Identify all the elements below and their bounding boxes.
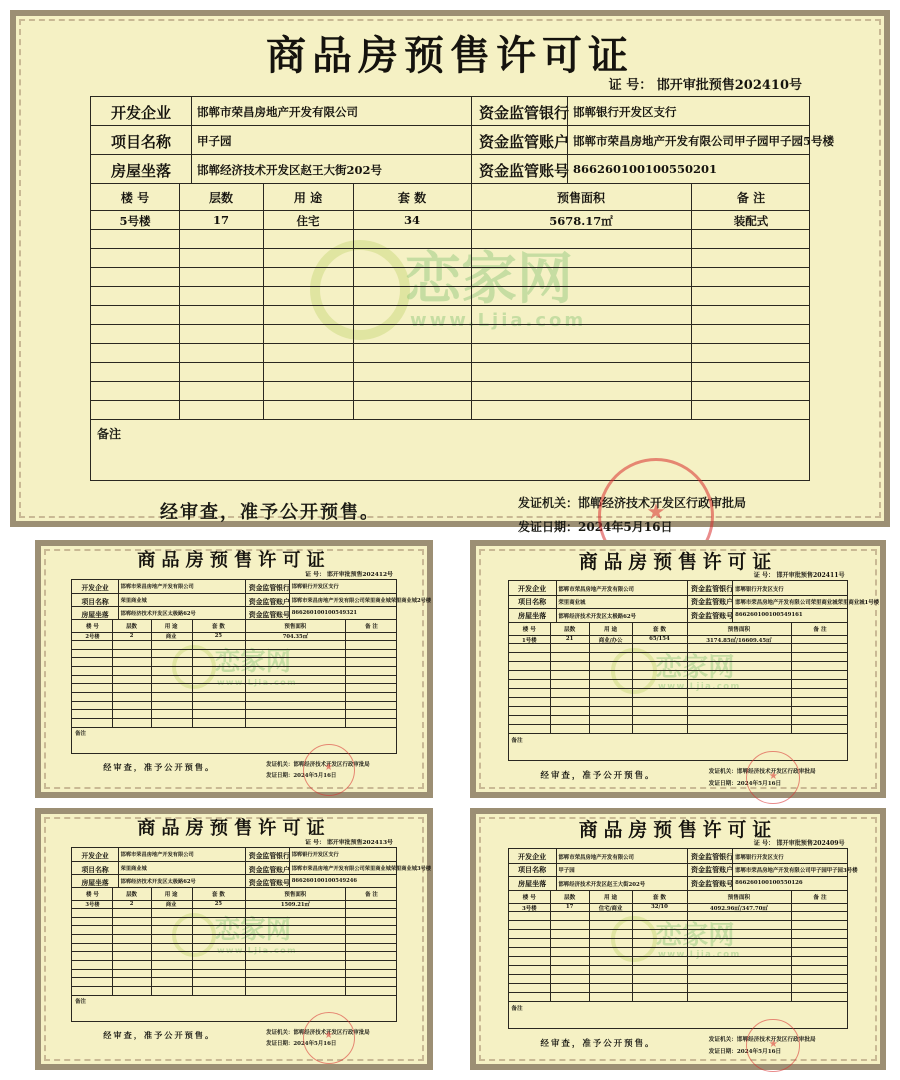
approval-statement: 经审查，准予公开预售。 bbox=[540, 1038, 656, 1049]
value-developer: 邯郸市荣昌房地产开发有限公司 bbox=[120, 584, 194, 591]
table-row-divider bbox=[91, 267, 809, 268]
remark-label: 备注 bbox=[511, 1005, 523, 1012]
table-header-divider bbox=[91, 210, 809, 211]
remark-label: 备注 bbox=[75, 999, 87, 1006]
table-cell-use: 商业 bbox=[165, 633, 177, 640]
table-row-divider bbox=[72, 657, 395, 658]
value-developer: 邯郸市荣昌房地产开发有限公司 bbox=[558, 854, 634, 861]
table-header-floors: 层数 bbox=[564, 894, 576, 901]
table-cell-floors: 17 bbox=[212, 213, 229, 227]
table-row-divider bbox=[72, 925, 395, 926]
table-row-divider bbox=[509, 724, 848, 725]
table-cell-use: 住宅 bbox=[296, 214, 320, 228]
certificate-1 bbox=[10, 10, 890, 534]
table-row-divider bbox=[91, 400, 809, 401]
label-bank: 资金监管银行 bbox=[690, 851, 734, 861]
watermark-url: www.Ljia.com bbox=[658, 949, 741, 959]
approval-statement: 经审查，准予公开预售。 bbox=[160, 502, 380, 523]
table-row-divider bbox=[72, 718, 395, 719]
table-row-divider bbox=[509, 670, 848, 671]
value-account_name: 邯郸市荣昌房地产开发有限公司荣里商业城荣里商业城1号楼 bbox=[735, 600, 880, 607]
info-divider-2 bbox=[687, 849, 688, 890]
value-account_name: 邯郸市荣昌房地产开发有限公司甲子园甲子园3号楼 bbox=[735, 868, 858, 875]
label-location: 房屋坐落 bbox=[81, 610, 109, 619]
table-header-floors: 层数 bbox=[126, 891, 137, 898]
value-developer: 邯郸市荣昌房地产开发有限公司 bbox=[558, 586, 634, 593]
table-column-divider bbox=[791, 890, 792, 1000]
table-row-divider bbox=[91, 381, 809, 382]
issue-date: 发证日期：2024年5月16日 bbox=[518, 520, 673, 534]
value-bank: 邯郸银行开发区支行 bbox=[291, 852, 339, 859]
official-seal-icon bbox=[746, 1019, 800, 1073]
label-account_name: 资金监管账户 bbox=[690, 597, 734, 607]
table-row-divider bbox=[72, 683, 395, 684]
issuing-authority: 发证机关：邯郸经济技术开发区行政审批局 bbox=[708, 769, 816, 776]
table-cell-units: 65/154 bbox=[649, 635, 670, 642]
issuing-authority: 发证机关：邯郸经济技术开发区行政审批局 bbox=[518, 496, 747, 510]
certificate-number: 证 号： 邯开审批预售202410号 bbox=[608, 78, 802, 93]
table-cell-building: 2号楼 bbox=[85, 633, 100, 640]
value-account_no: 866260100100550201 bbox=[573, 162, 718, 176]
table-cell-floors: 17 bbox=[565, 903, 574, 910]
table-header-area: 预售面积 bbox=[284, 891, 307, 898]
table-cell-building: 3号楼 bbox=[522, 905, 537, 912]
info-divider-1 bbox=[556, 581, 557, 622]
approval-statement: 经审查，准予公开预售。 bbox=[540, 770, 656, 781]
table-header-use: 用 途 bbox=[164, 891, 178, 898]
table-cell-building: 5号楼 bbox=[119, 214, 151, 228]
value-project: 荣里商业城 bbox=[558, 600, 586, 607]
value-location: 邯郸经济技术开发区赵王大街202号 bbox=[558, 881, 646, 888]
remark-label: 备注 bbox=[511, 737, 523, 744]
issuing-authority: 发证机关：邯郸经济技术开发区行政审批局 bbox=[266, 762, 370, 769]
certificate-title: 商品房预售许可证 bbox=[578, 550, 778, 573]
table-row-divider bbox=[72, 951, 395, 952]
watermark-logo: 恋家网 bbox=[214, 915, 292, 946]
table-cell-area: 1509.21㎡ bbox=[280, 901, 310, 908]
issue-date: 发证日期：2024年5月16日 bbox=[266, 773, 337, 780]
issuing-authority: 发证机关：邯郸经济技术开发区行政审批局 bbox=[266, 1030, 370, 1037]
label-project: 项目名称 bbox=[81, 865, 109, 874]
table-row-divider bbox=[509, 679, 848, 680]
table-cell-note: 装配式 bbox=[733, 214, 769, 228]
label-account_no: 资金监管账号 bbox=[248, 878, 290, 887]
table-cell-area: 4092.96㎡/347.70㎡ bbox=[710, 905, 768, 912]
table-row-divider bbox=[509, 697, 848, 698]
label-bank: 资金监管银行 bbox=[248, 852, 290, 861]
label-account_name: 资金监管账户 bbox=[690, 865, 734, 875]
table-header-use: 用 途 bbox=[164, 623, 178, 630]
table-header-area: 预售面积 bbox=[727, 626, 751, 633]
label-project: 项目名称 bbox=[111, 133, 172, 151]
label-location: 房屋坐落 bbox=[517, 611, 547, 621]
info-divider-1 bbox=[556, 849, 557, 890]
info-row-divider bbox=[91, 154, 809, 155]
value-location: 邯郸经济技术开发区赵王大街202号 bbox=[197, 163, 383, 177]
label-account_name: 资金监管账户 bbox=[248, 597, 290, 606]
table-header-building: 楼 号 bbox=[522, 626, 536, 633]
table-row-divider bbox=[509, 688, 848, 689]
certificate-title: 商品房预售许可证 bbox=[137, 818, 331, 840]
table-header-area: 预售面积 bbox=[556, 191, 605, 205]
table-header-units: 套 数 bbox=[397, 191, 427, 205]
permit-form bbox=[90, 96, 834, 481]
table-cell-units: 25 bbox=[214, 900, 223, 907]
info-divider-1 bbox=[118, 848, 119, 888]
info-row-divider bbox=[509, 595, 848, 596]
info-row-divider bbox=[72, 593, 395, 594]
label-developer: 开发企业 bbox=[517, 583, 547, 593]
table-cell-use: 住宅/商业 bbox=[598, 905, 623, 912]
table-row-divider bbox=[509, 992, 848, 993]
table-row-divider bbox=[509, 983, 848, 984]
official-seal-icon bbox=[303, 744, 355, 796]
table-row-divider bbox=[509, 920, 848, 921]
info-row-divider bbox=[509, 622, 848, 623]
table-cell-units: 34 bbox=[403, 213, 420, 227]
table-cell-building: 3号楼 bbox=[85, 901, 100, 908]
label-location: 房屋坐落 bbox=[111, 162, 172, 180]
table-row-divider bbox=[509, 974, 848, 975]
info-row-divider bbox=[509, 876, 848, 877]
table-row-divider bbox=[509, 956, 848, 957]
permit-form bbox=[71, 579, 432, 754]
info-row-divider bbox=[91, 183, 809, 184]
label-bank: 资金监管银行 bbox=[248, 584, 290, 593]
table-header-building: 楼 号 bbox=[86, 891, 99, 898]
info-row-divider bbox=[509, 890, 848, 891]
certificate-title: 商品房预售许可证 bbox=[266, 32, 634, 79]
official-seal-icon bbox=[746, 751, 800, 805]
table-row-divider bbox=[72, 917, 395, 918]
watermark-logo: 恋家网 bbox=[405, 247, 573, 312]
table-row-divider bbox=[509, 715, 848, 716]
issue-date: 发证日期：2024年5月16日 bbox=[708, 780, 782, 787]
table-header-units: 套 数 bbox=[652, 626, 667, 633]
certificate-3 bbox=[470, 540, 886, 798]
info-row-divider bbox=[509, 863, 848, 864]
table-row-divider bbox=[509, 947, 848, 948]
table-header-units: 套 数 bbox=[212, 623, 225, 630]
table-row-divider bbox=[72, 977, 395, 978]
value-location: 邯郸经济技术开发区太极路62号 bbox=[120, 610, 196, 617]
label-project: 项目名称 bbox=[517, 865, 547, 875]
remark-label: 备注 bbox=[97, 427, 122, 441]
table-cell-use: 商业 bbox=[165, 901, 177, 908]
table-row-divider bbox=[72, 675, 395, 676]
table-row-divider bbox=[91, 286, 809, 287]
value-developer: 邯郸市荣昌房地产开发有限公司 bbox=[120, 852, 194, 859]
info-row-divider bbox=[72, 861, 395, 862]
table-row-divider bbox=[91, 305, 809, 306]
label-developer: 开发企业 bbox=[81, 852, 109, 861]
table-cell-units: 25 bbox=[214, 632, 223, 639]
value-account_name: 邯郸市荣昌房地产开发有限公司荣里商业城荣里商业城3号楼 bbox=[291, 865, 432, 872]
label-account_no: 资金监管账号 bbox=[479, 162, 570, 180]
table-row-divider bbox=[509, 929, 848, 930]
table-row-divider bbox=[72, 986, 395, 987]
info-row-divider bbox=[509, 608, 848, 609]
info-divider-1 bbox=[191, 97, 192, 184]
label-bank: 资金监管银行 bbox=[690, 583, 734, 593]
label-developer: 开发企业 bbox=[111, 104, 172, 122]
label-account_no: 资金监管账号 bbox=[248, 610, 290, 619]
watermark-logo: 恋家网 bbox=[655, 652, 735, 683]
table-row-divider bbox=[72, 969, 395, 970]
value-account_no: 866260100100549321 bbox=[291, 609, 358, 616]
table-header-building: 楼 号 bbox=[522, 894, 536, 901]
table-row-divider bbox=[72, 960, 395, 961]
table-row-divider bbox=[72, 640, 395, 641]
table-row-divider bbox=[509, 643, 848, 644]
info-row-divider bbox=[72, 606, 395, 607]
label-account_no: 资金监管账号 bbox=[690, 611, 734, 621]
table-row-divider bbox=[91, 362, 809, 363]
certificate-number: 证 号： 邯开审批预售202411号 bbox=[753, 572, 845, 580]
issue-date: 发证日期：2024年5月16日 bbox=[266, 1041, 337, 1048]
label-location: 房屋坐落 bbox=[81, 878, 109, 887]
table-row-divider bbox=[72, 908, 395, 909]
table-row-divider bbox=[509, 652, 848, 653]
table-header-use: 用 途 bbox=[603, 626, 618, 633]
certificate-number: 证 号： 邯开审批预售202413号 bbox=[305, 839, 393, 847]
table-row-divider bbox=[509, 965, 848, 966]
label-account_name: 资金监管账户 bbox=[248, 865, 290, 874]
certificate-title: 商品房预售许可证 bbox=[578, 818, 778, 841]
info-divider-3 bbox=[289, 580, 290, 620]
value-developer: 邯郸市荣昌房地产开发有限公司 bbox=[197, 105, 358, 119]
table-column-divider bbox=[791, 622, 792, 732]
value-bank: 邯郸银行开发区支行 bbox=[735, 854, 784, 861]
value-account_name: 邯郸市荣昌房地产开发有限公司甲子园甲子园5号楼 bbox=[573, 134, 834, 148]
table-header-units: 套 数 bbox=[212, 891, 225, 898]
table-row-divider bbox=[509, 911, 848, 912]
table-header-area: 预售面积 bbox=[727, 894, 751, 901]
label-location: 房屋坐落 bbox=[517, 879, 547, 889]
watermark-url: www.Ljia.com bbox=[217, 676, 298, 687]
table-cell-floors: 2 bbox=[129, 632, 134, 639]
value-account_no: 866260100100550126 bbox=[735, 879, 803, 886]
table-row-divider bbox=[509, 733, 848, 734]
table-cell-floors: 2 bbox=[129, 900, 134, 907]
table-row-divider bbox=[509, 661, 848, 662]
table-row-divider bbox=[509, 1001, 848, 1002]
table-row-divider bbox=[72, 727, 395, 728]
info-divider-3 bbox=[732, 581, 733, 622]
approval-statement: 经审查，准予公开预售。 bbox=[103, 762, 216, 773]
label-developer: 开发企业 bbox=[517, 851, 547, 861]
permit-form bbox=[508, 848, 858, 1029]
certificate-title: 商品房预售许可证 bbox=[137, 550, 331, 572]
value-location: 邯郸经济技术开发区太极路62号 bbox=[558, 613, 636, 620]
table-header-building: 楼 号 bbox=[120, 191, 150, 205]
table-row-divider bbox=[509, 938, 848, 939]
table-row-divider bbox=[72, 934, 395, 935]
value-location: 邯郸经济技术开发区太极路62号 bbox=[120, 878, 196, 885]
table-header-use: 用 途 bbox=[603, 894, 618, 901]
info-divider-3 bbox=[732, 849, 733, 890]
table-cell-area: 3174.85㎡/16609.45㎡ bbox=[706, 637, 772, 644]
table-header-floors: 层数 bbox=[564, 626, 576, 633]
certificate-5 bbox=[470, 808, 886, 1070]
table-header-note: 备 注 bbox=[365, 623, 378, 630]
table-row-divider bbox=[91, 229, 809, 230]
table-header-units: 套 数 bbox=[652, 894, 667, 901]
value-account_name: 邯郸市荣昌房地产开发有限公司荣里商业城荣里商业城2号楼 bbox=[291, 597, 432, 604]
value-project: 甲子园 bbox=[558, 868, 575, 875]
table-row-divider bbox=[72, 995, 395, 996]
certificate-number: 证 号： 邯开审批预售202409号 bbox=[753, 840, 845, 848]
value-account_no: 866260100100549161 bbox=[735, 611, 803, 618]
label-developer: 开发企业 bbox=[81, 584, 109, 593]
table-row-divider bbox=[72, 709, 395, 710]
issuing-authority: 发证机关：邯郸经济技术开发区行政审批局 bbox=[708, 1037, 816, 1044]
table-header-building: 楼 号 bbox=[86, 623, 99, 630]
certificate-2 bbox=[35, 540, 433, 798]
certificate-4 bbox=[35, 808, 433, 1070]
label-account_no: 资金监管账号 bbox=[690, 879, 734, 889]
info-divider-3 bbox=[289, 848, 290, 888]
info-divider-2 bbox=[245, 580, 246, 620]
table-column-divider bbox=[345, 888, 346, 995]
info-row-divider bbox=[72, 619, 395, 620]
table-row-divider bbox=[91, 419, 809, 420]
table-cell-floors: 21 bbox=[565, 635, 574, 642]
table-row-divider bbox=[91, 343, 809, 344]
value-bank: 邯郸银行开发区支行 bbox=[735, 586, 784, 593]
approval-statement: 经审查，准予公开预售。 bbox=[103, 1030, 216, 1041]
table-header-floors: 层数 bbox=[208, 191, 233, 205]
table-row-divider bbox=[72, 692, 395, 693]
info-divider-2 bbox=[471, 97, 472, 184]
label-project: 项目名称 bbox=[81, 597, 109, 606]
remark-label: 备注 bbox=[75, 731, 87, 738]
permit-form bbox=[508, 580, 880, 761]
info-row-divider bbox=[91, 125, 809, 126]
label-account_name: 资金监管账户 bbox=[479, 133, 570, 151]
value-project: 荣里商业城 bbox=[120, 865, 147, 872]
table-row-divider bbox=[91, 248, 809, 249]
table-cell-area: 704.35㎡ bbox=[282, 633, 308, 640]
value-account_no: 866260100100549246 bbox=[291, 877, 358, 884]
info-divider-3 bbox=[567, 97, 568, 184]
table-header-note: 备 注 bbox=[813, 626, 827, 633]
info-row-divider bbox=[72, 874, 395, 875]
certificate-number: 证 号： 邯开审批预售202412号 bbox=[305, 571, 393, 579]
table-column-divider bbox=[345, 620, 346, 727]
table-row-divider bbox=[72, 666, 395, 667]
info-row-divider bbox=[72, 887, 395, 888]
table-cell-area: 5678.17㎡ bbox=[549, 214, 613, 228]
info-divider-2 bbox=[245, 848, 246, 888]
table-row-divider bbox=[509, 706, 848, 707]
info-divider-1 bbox=[118, 580, 119, 620]
watermark-url: www.Ljia.com bbox=[217, 944, 298, 955]
table-row-divider bbox=[91, 324, 809, 325]
table-header-note: 备 注 bbox=[813, 894, 827, 901]
table-cell-building: 1号楼 bbox=[522, 637, 537, 644]
label-project: 项目名称 bbox=[517, 597, 547, 607]
issue-date: 发证日期：2024年5月16日 bbox=[708, 1048, 782, 1055]
info-divider-2 bbox=[687, 581, 688, 622]
watermark-logo: 恋家网 bbox=[214, 647, 292, 678]
value-bank: 邯郸银行开发区支行 bbox=[573, 105, 677, 119]
label-bank: 资金监管银行 bbox=[479, 104, 570, 122]
table-header-note: 备 注 bbox=[365, 891, 378, 898]
watermark-url: www.Ljia.com bbox=[410, 310, 587, 331]
table-header-note: 备 注 bbox=[736, 191, 766, 205]
permit-form bbox=[71, 847, 432, 1022]
table-header-use: 用 途 bbox=[293, 191, 323, 205]
value-bank: 邯郸银行开发区支行 bbox=[291, 584, 339, 591]
table-row-divider bbox=[72, 649, 395, 650]
table-header-floors: 层数 bbox=[126, 623, 137, 630]
table-header-area: 预售面积 bbox=[284, 623, 307, 630]
value-project: 甲子园 bbox=[197, 134, 232, 148]
watermark-url: www.Ljia.com bbox=[658, 681, 741, 691]
table-row-divider bbox=[72, 943, 395, 944]
table-cell-use: 商业/办公 bbox=[598, 637, 623, 644]
official-seal-icon bbox=[303, 1012, 355, 1064]
table-cell-units: 32/10 bbox=[650, 903, 668, 910]
value-project: 荣里商业城 bbox=[120, 597, 147, 604]
watermark-logo: 恋家网 bbox=[655, 920, 735, 951]
table-row-divider bbox=[72, 701, 395, 702]
